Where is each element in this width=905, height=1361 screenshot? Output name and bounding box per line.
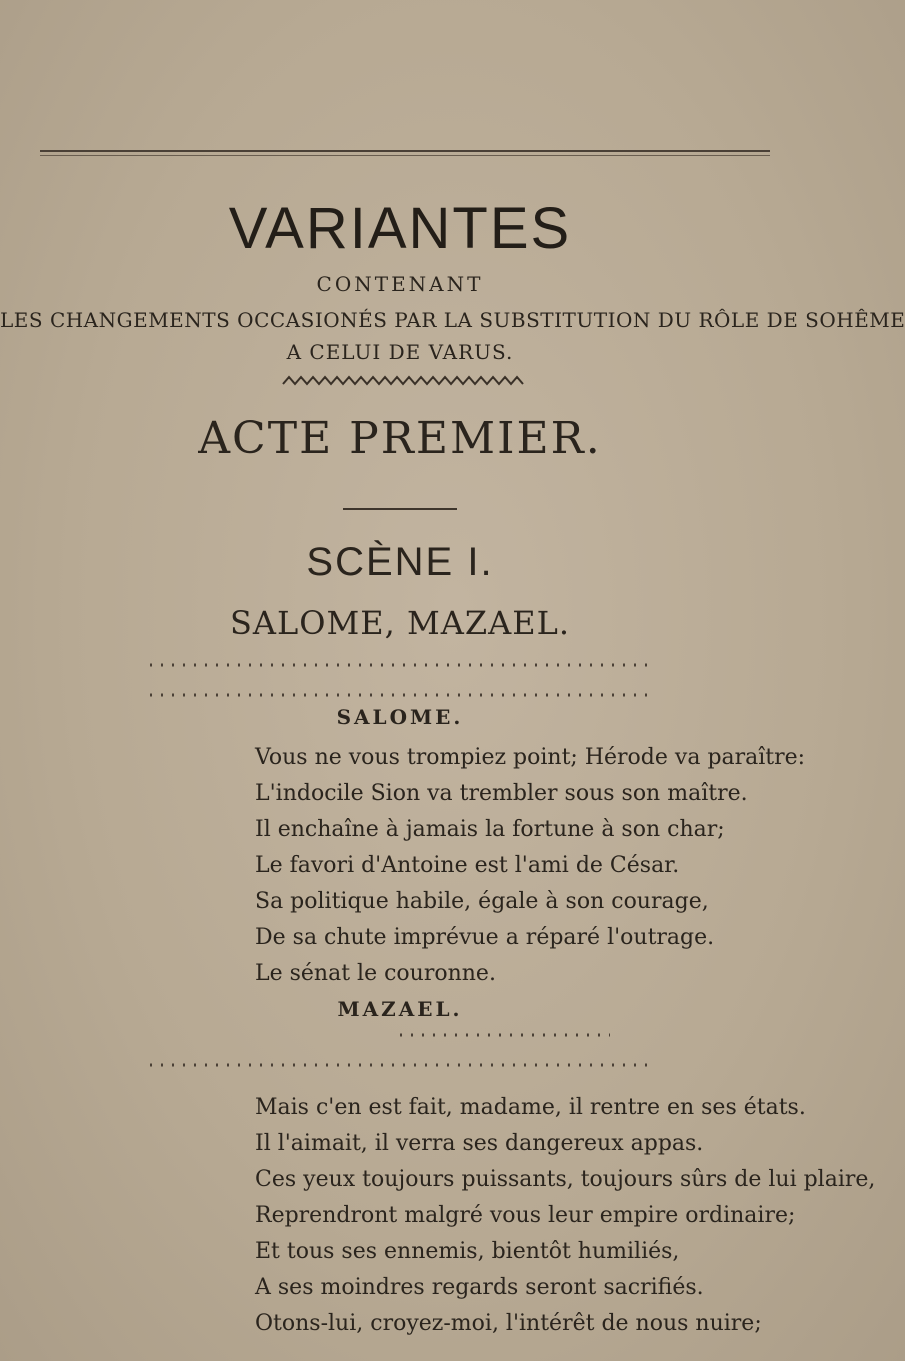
verse-line: Otons-lui, croyez-moi, l'intérêt de nous nuire; (255, 1311, 762, 1336)
speaker-name: MAZAEL. (337, 997, 463, 1021)
verse-line: A ses moindres regards seront sacrifiés. (255, 1275, 704, 1300)
verse-line: Sa politique habile, égale à son courage, (255, 889, 709, 914)
description-line-2: A CELUI DE VARUS. (286, 340, 514, 364)
top-double-rule (40, 150, 770, 152)
verse-line: Le sénat le couronne. (255, 961, 496, 986)
verse-line: De sa chute imprévue a réparé l'outrage. (255, 925, 715, 950)
act-title: ACTE PREMIER. (198, 413, 602, 464)
verse-line: Il enchaîne à jamais la fortune à son char; (255, 817, 725, 842)
dotted-divider (150, 1060, 650, 1070)
verse-line: Vous ne vous trompiez point; Hérode va paraître: (255, 745, 806, 770)
verse-line: Reprendront malgré vous leur empire ordinaire; (255, 1203, 796, 1228)
top-double-rule-thin (40, 155, 770, 156)
verse-line: L'indocile Sion va trembler sous son maître. (255, 781, 748, 806)
scene-title: SCÈNE I. (306, 540, 494, 584)
verse-line: Ces yeux toujours puissants, toujours sûrs de lui plaire, (255, 1167, 876, 1192)
speaker-name: SALOME. (336, 705, 464, 729)
verse-line: Le favori d'Antoine est l'ami de César. (255, 853, 680, 878)
decorative-wave-ornament (283, 374, 523, 388)
verse-line: Et tous ses ennemis, bientôt humiliés, (255, 1239, 680, 1264)
verse-line: Mais c'en est fait, madame, il rentre en ses états. (255, 1095, 806, 1120)
act-divider (343, 508, 457, 510)
dotted-divider (150, 660, 650, 670)
scene-characters: SALOME, MAZAEL. (230, 604, 570, 642)
dotted-divider (400, 1030, 610, 1040)
dotted-divider (150, 690, 650, 700)
subtitle: CONTENANT (316, 272, 484, 296)
description-line-1: LES CHANGEMENTS OCCASIONÉS PAR LA SUBSTITUTION DU RÔLE DE SOHÊME (0, 308, 905, 332)
page-title: VARIANTES (228, 196, 572, 261)
verse-line: Il l'aimait, il verra ses dangereux appas. (255, 1131, 704, 1156)
